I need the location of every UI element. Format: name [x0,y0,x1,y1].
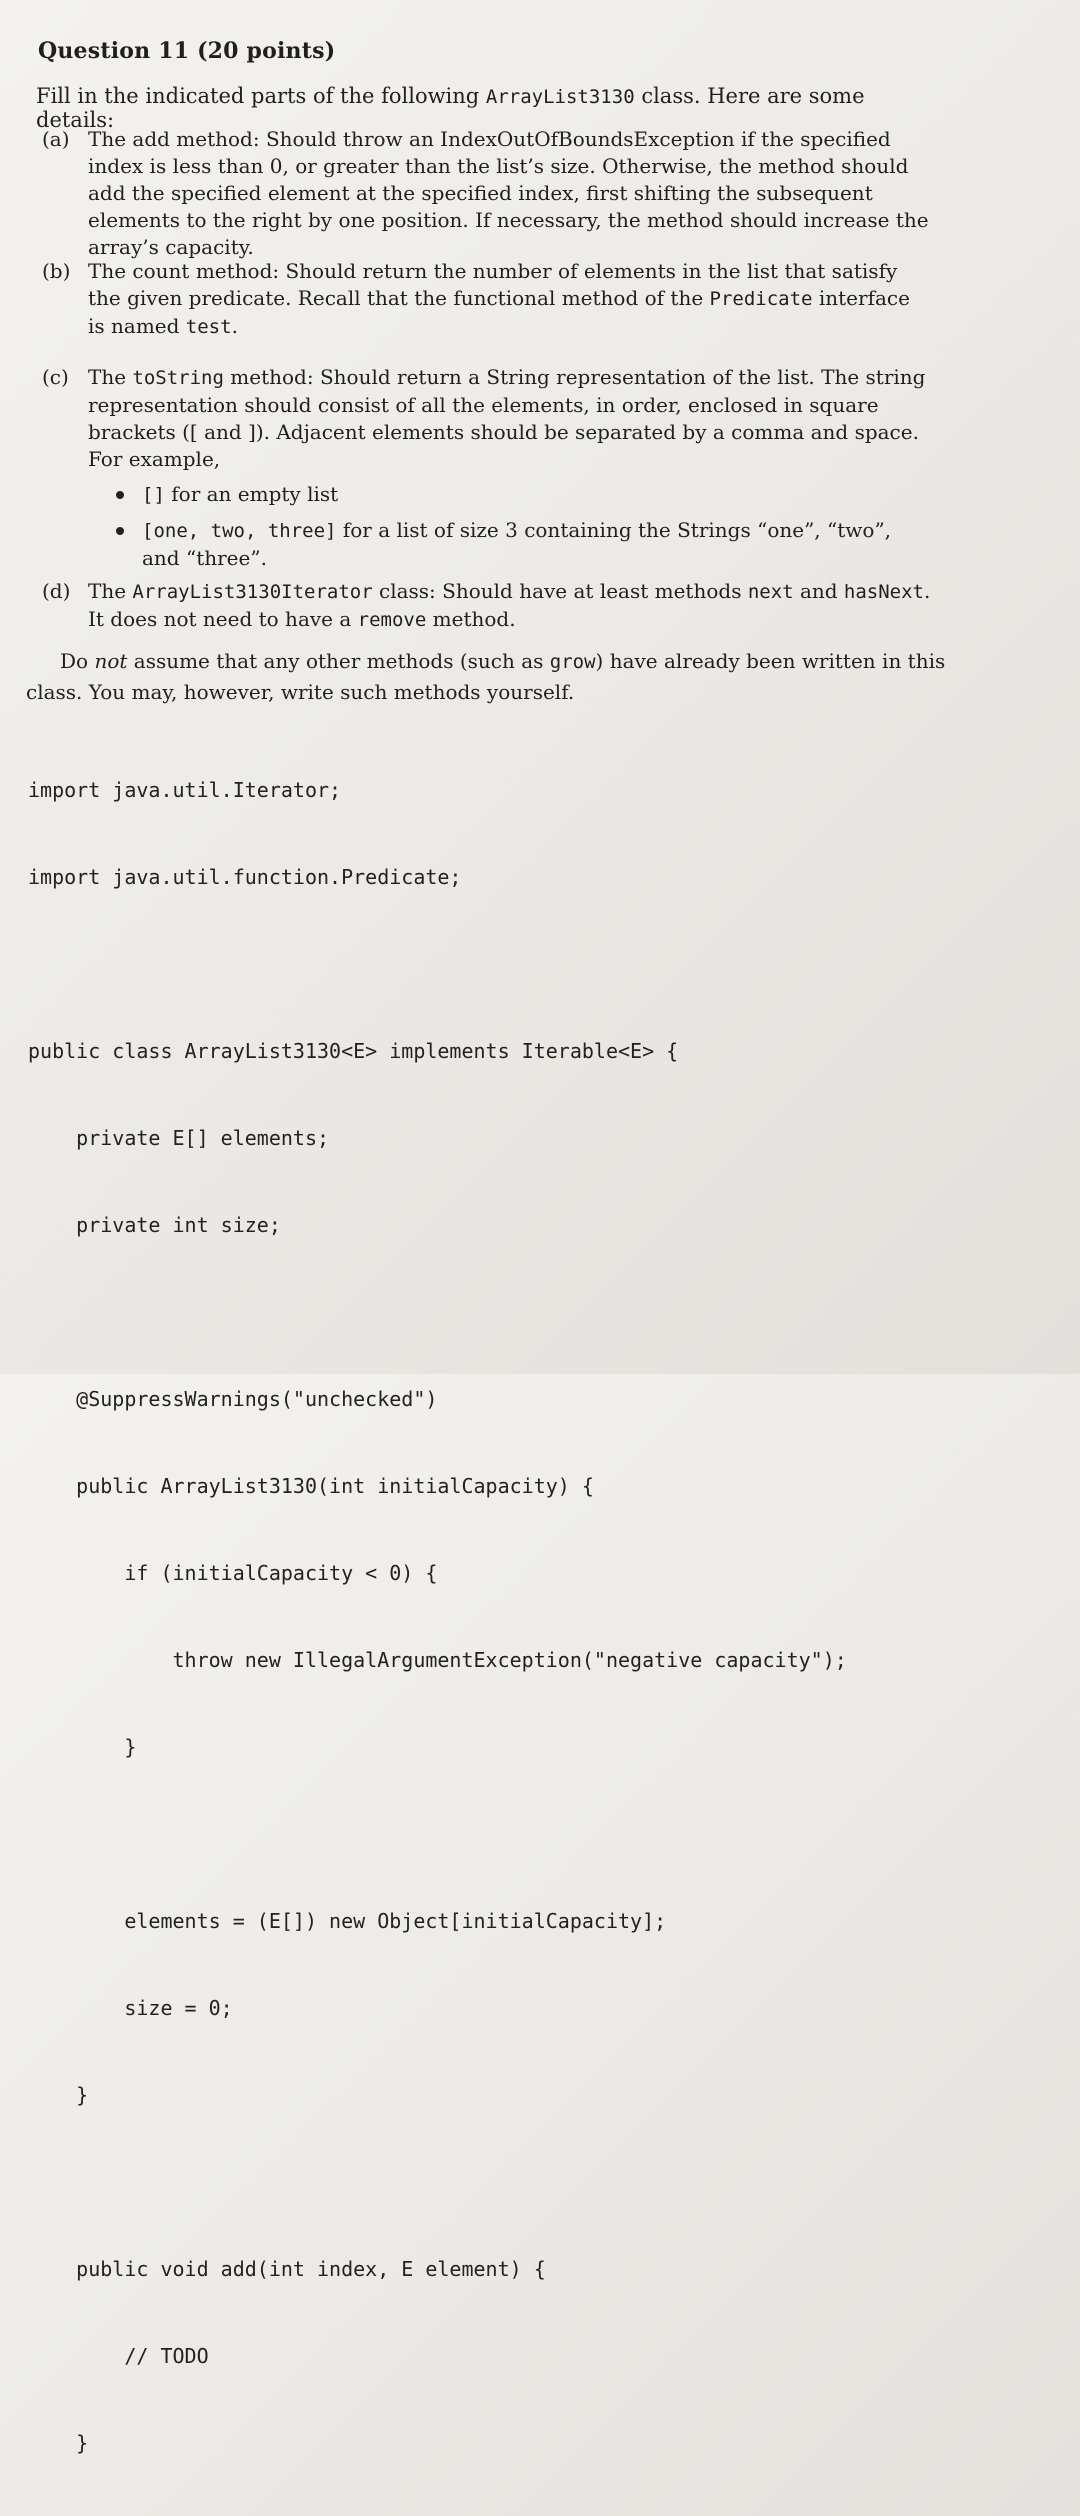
code-line: throw new IllegalArgumentException("negative capacity"); [28,1648,847,1672]
code-line: private int size; [28,1213,281,1237]
item-c [42,364,932,580]
code-line: } [28,2083,89,2107]
item-b-text [88,258,932,341]
assumption-note [26,646,946,707]
note-code-grow: grow [549,651,596,673]
item-d [42,578,932,634]
code-line: elements = (E[]) new Object[initialCapacity]; [28,1909,667,1933]
question-title: Question 11 (20 points) [38,38,336,64]
code-line: import java.util.function.Predicate; [28,865,462,889]
note-text1: Do [60,649,95,673]
bullet1-text: for an empty list [164,482,339,506]
code-line: } [28,1735,137,1759]
item-b-label: (b) [42,259,71,283]
item-d-text4: . It does not need to have a [88,579,931,631]
intro-classname: ArrayList3130 [485,86,635,108]
code-line: public ArrayList3130(int initialCapacity) { [28,1474,594,1498]
code-line: public class ArrayList3130<E> implements Iterable<E> { [28,1039,679,1063]
item-c-text2: method: Should return a String representation of the list. The string representation should consist of all the elements, in order, enclosed in square brackets ([ and ]). Adjacent elements should be separated by a comma and space. For example, [88,365,926,471]
item-b-text1: The count method: Should return the number of elements in the list that satisfy the given predicate. Recall that the functional method of the [88,259,898,310]
item-d-code-hasnext: hasNext [843,581,924,603]
item-b-code-test: test [185,316,232,338]
code-line: } [28,2431,89,2455]
item-c-bullets [116,481,932,572]
bullet-item [116,517,932,572]
code-line: public void add(int index, E element) { [28,2257,546,2281]
item-d-text3: and [793,579,844,603]
note-emphasis: not [94,649,128,673]
bullet-dot-icon [116,491,124,499]
item-b [42,258,932,341]
intro-after: class. Here are some details: [36,84,865,132]
note-text3: ) have already been written in this class. You may, however, write such methods yourself. [26,649,946,704]
code-listing [28,718,847,2516]
item-a-text: The add method: Should throw an IndexOutOfBoundsException if the specified index is less than 0, or greater than the list’s size. Otherwise, the method should add the specified element at the specified index, first shifting the subsequent elements to the right by one position. If necessary, the method should increase the array’s capacity. [88,127,929,259]
item-d-label: (d) [42,579,71,603]
code-line: @SuppressWarnings("unchecked") [28,1387,438,1411]
intro-before: Fill in the indicated parts of the following [36,84,486,108]
intro-text [36,84,936,132]
item-a-label: (a) [42,127,70,151]
item-c-label: (c) [42,365,69,389]
note-text2: assume that any other methods (such as [127,649,550,673]
code-line: // TODO [28,2344,209,2368]
code-line [28,1298,847,1327]
code-line: size = 0; [28,1996,233,2020]
code-line [28,1820,847,1849]
code-line [28,2168,847,2197]
item-d-text5: method. [426,607,516,631]
item-d-text2: class: Should have at least methods [372,579,748,603]
bullet2-code: [one, two, three] [142,520,337,542]
item-c-code-tostring: toString [132,367,224,389]
bullet-dot-icon [116,527,124,535]
code-line: import java.util.Iterator; [28,778,342,802]
bullet1-code: [] [142,484,165,506]
code-line: if (initialCapacity < 0) { [28,1561,438,1585]
item-d-code-iterator-class: ArrayList3130Iterator [132,581,373,603]
item-b-text3: . [231,314,238,338]
item-d-code-next: next [747,581,794,603]
item-b-code-predicate: Predicate [709,288,813,310]
item-b-text2: interface is named [88,286,910,338]
bullet2-text: for a list of size 3 containing the Strings “one”, “two”, and “three”. [142,518,892,570]
item-a [42,126,932,261]
item-d-text1: The [88,579,133,603]
bullet-item [116,481,932,509]
code-line [28,950,847,979]
item-c-text [88,364,932,572]
code-line: private E[] elements; [28,1126,330,1150]
item-d-text [88,578,932,634]
item-d-code-remove: remove [357,609,427,631]
item-c-text1: The [88,365,133,389]
